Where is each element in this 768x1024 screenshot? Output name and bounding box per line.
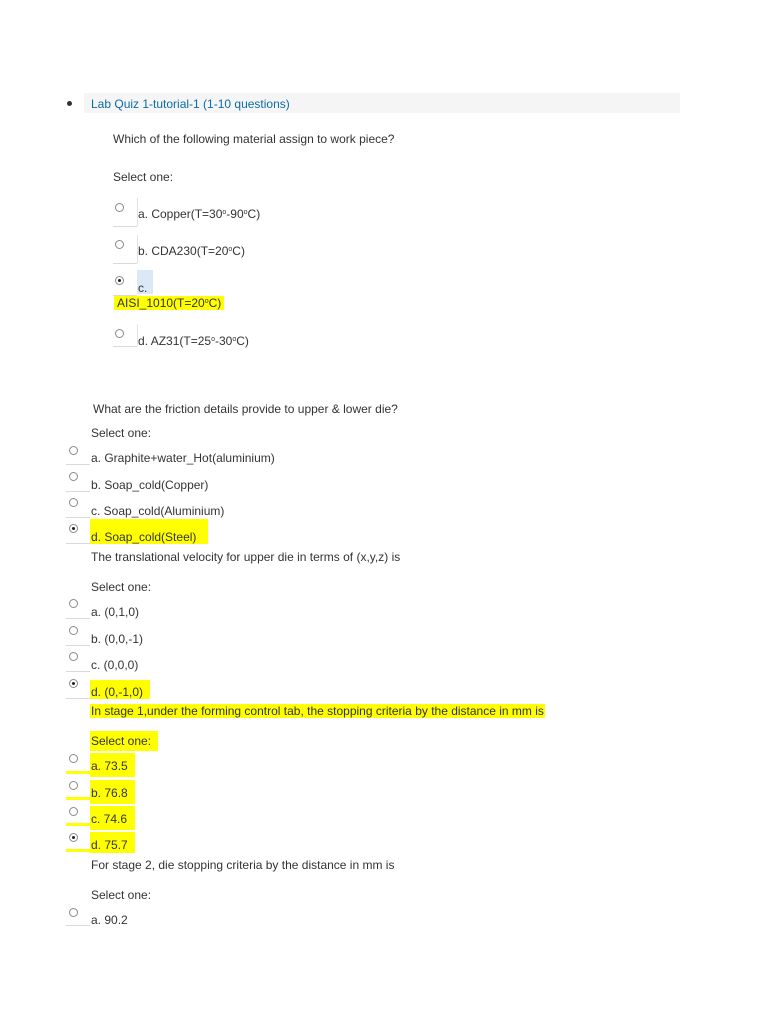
- radio-button-icon[interactable]: [69, 807, 78, 816]
- q2-option-d-label: d. Soap_cold(Steel): [91, 530, 197, 544]
- q2-option-b-label: b. Soap_cold(Copper): [91, 478, 209, 492]
- question-4-text: In stage 1,under the forming control tab, the stopping criteria by the distance in mm is: [91, 704, 544, 718]
- question-4-select-label: Select one:: [91, 734, 152, 748]
- radio-button-icon[interactable]: [69, 626, 78, 635]
- question-5-text: For stage 2, die stopping criteria by the distance in mm is: [91, 858, 395, 872]
- q3-option-b-label: b. (0,0,-1): [91, 632, 144, 646]
- radio-button-checked-icon[interactable]: [115, 276, 124, 285]
- q3-option-d-label: d. (0,-1,0): [91, 685, 144, 699]
- radio-button-checked-icon[interactable]: [69, 833, 78, 842]
- radio-button-icon[interactable]: [69, 908, 78, 917]
- q5-option-a-label: a. 90.2: [91, 913, 128, 927]
- radio-button-icon[interactable]: [69, 781, 78, 790]
- radio-button-icon[interactable]: [69, 446, 78, 455]
- question-3-select-label: Select one:: [91, 580, 152, 594]
- question-5-select-label: Select one:: [91, 888, 152, 902]
- bullet-icon: [67, 101, 72, 106]
- radio-button-icon[interactable]: [69, 599, 78, 608]
- question-2-select-label: Select one:: [91, 426, 152, 440]
- q1-option-a-label: a. $Copper(T=30^o-90^oC)$: [138, 207, 261, 221]
- q4-option-c-label: c. 74.6: [91, 812, 128, 826]
- radio-button-icon[interactable]: [115, 240, 124, 249]
- q2-option-c-label: c. Soap_cold(Aluminium): [91, 504, 225, 518]
- q2-option-a-label: a. Graphite+water_Hot(aluminium): [91, 451, 275, 465]
- radio-button-icon[interactable]: [69, 754, 78, 763]
- radio-button-icon[interactable]: [115, 203, 124, 212]
- q1-option-c-letter: c.: [138, 281, 148, 295]
- q1-option-c-label: $AISI\_1010(T=20^oC)$: [114, 296, 224, 310]
- radio-button-icon[interactable]: [69, 472, 78, 481]
- q4-option-a-label: a. 73.5: [91, 759, 128, 773]
- q4-option-b-label: b. 76.8: [91, 786, 128, 800]
- radio-button-icon[interactable]: [69, 498, 78, 507]
- radio-button-icon[interactable]: [115, 329, 124, 338]
- q1-option-d-label: d. $AZ31(T=25^o-30^oC)$: [138, 334, 249, 348]
- q3-option-c-label: c. (0,0,0): [91, 658, 139, 672]
- question-2-text: What are the friction details provide to upper & lower die?: [93, 402, 398, 416]
- q1-option-b-label: b. $CDA230(T=20^oC)$: [138, 244, 245, 258]
- question-3-text: The translational velocity for upper die in terms of (x,y,z) is: [91, 550, 401, 564]
- quiz-title-link[interactable]: Lab Quiz 1-tutorial-1 (1-10 questions): [91, 97, 290, 111]
- q3-option-a-label: a. (0,1,0): [91, 605, 140, 619]
- question-1-text: Which of the following material assign to work piece?: [113, 132, 395, 146]
- radio-button-icon[interactable]: [69, 652, 78, 661]
- radio-button-checked-icon[interactable]: [69, 524, 78, 533]
- q4-option-d-label: d. 75.7: [91, 838, 128, 852]
- radio-button-checked-icon[interactable]: [69, 679, 78, 688]
- question-1-select-label: Select one:: [113, 170, 174, 184]
